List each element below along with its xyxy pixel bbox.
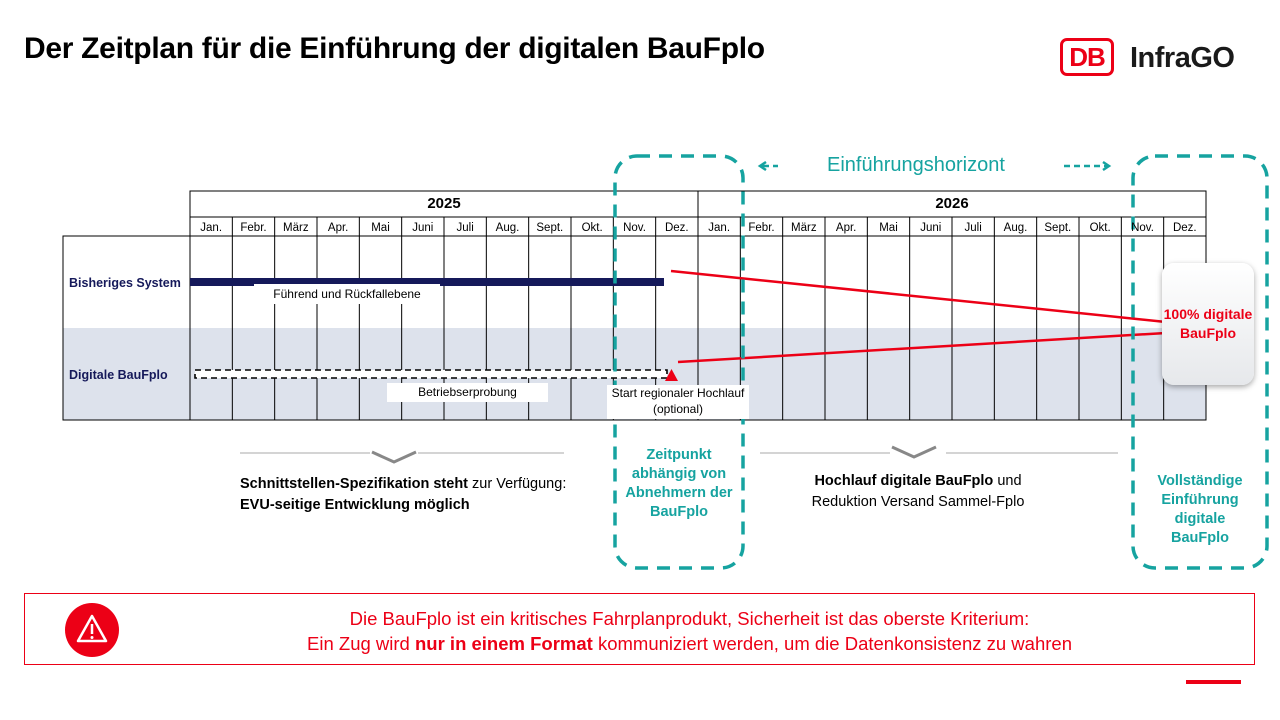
month-label: Mai <box>879 222 898 234</box>
month-label: Febr. <box>240 222 267 234</box>
horizon-arrow-left <box>760 162 778 170</box>
horizon-arrow-right <box>1064 162 1109 170</box>
banner-line2-post: kommuniziert werden, um die Datenkonsistenz zu wahren <box>592 633 1072 654</box>
month-label: Juni <box>412 222 434 234</box>
note-left-bold2: EVU-seitige Entwicklung möglich <box>240 497 470 513</box>
note-left-text: zur Verfügung: <box>468 476 567 492</box>
note-dependency: Zeitpunkt abhängig von Abnehmern der BauFplo <box>625 447 733 520</box>
phase-out-line <box>671 271 1166 322</box>
month-label: Jan. <box>708 222 731 234</box>
banner-line-2 <box>135 631 1244 656</box>
month-label: Sept. <box>536 222 564 234</box>
full-digital-callout: 100% digitale BauFplo <box>1162 263 1254 385</box>
warning-icon <box>65 603 119 657</box>
month-label: Nov. <box>1131 222 1154 234</box>
banner-text <box>135 606 1244 656</box>
month-label: Okt. <box>1089 222 1111 234</box>
logo-text: InfraGO <box>1130 42 1235 74</box>
banner-line-1: Die BauFplo ist ein kritisches Fahrplanprodukt, Sicherheit ist das oberste Kriterium: <box>349 608 1030 629</box>
safety-banner <box>24 593 1255 665</box>
note-ramp-bold: Hochlauf digitale BauFplo <box>814 473 994 489</box>
month-label: Aug. <box>495 222 520 234</box>
month-label: Jan. <box>200 222 223 234</box>
month-label: Dez. <box>664 222 689 234</box>
month-label: Febr. <box>748 222 775 234</box>
month-label: März <box>283 222 309 234</box>
digital-trial-bar <box>195 370 667 378</box>
month-label: Juli <box>964 222 982 234</box>
month-label: Juni <box>920 222 942 234</box>
month-label: Juli <box>456 222 474 234</box>
year-label-2026: 2026 <box>935 195 969 212</box>
year-label-2025: 2025 <box>427 195 461 212</box>
db-logo-mark: DB <box>1060 38 1114 76</box>
left-divider <box>240 452 564 462</box>
note-ramp-up <box>790 471 1046 513</box>
page-title: Der Zeitplan für die Einführung der digitalen BauFplo <box>24 32 765 65</box>
month-label: Nov. <box>623 222 646 234</box>
banner-line2-pre: Ein Zug wird <box>307 633 415 654</box>
month-label: Aug. <box>1003 222 1028 234</box>
horizon-label: Einführungshorizont <box>827 154 1005 176</box>
note-full-rollout: Vollständige Einführung digitale BauFplo <box>1157 473 1243 546</box>
footer-accent-bar <box>1186 680 1241 684</box>
trial-bar-label: Betriebserprobung <box>387 383 548 402</box>
month-label: Okt. <box>581 222 603 234</box>
row-label-legacy: Bisheriges System <box>69 276 181 290</box>
note-left-bold1: Schnittstellen-Spezifikation steht <box>240 476 468 492</box>
month-label: März <box>791 222 817 234</box>
month-label: Apr. <box>835 222 857 234</box>
right-divider <box>760 447 1118 457</box>
note-ramp-text: und Reduktion Versand Sammel-Fplo <box>811 473 1025 510</box>
month-label: Dez. <box>1172 222 1197 234</box>
milestone-label: Start regionaler Hochlauf (optional) <box>607 385 749 419</box>
note-interface-spec <box>240 474 580 516</box>
month-label: Mai <box>371 222 390 234</box>
month-label: Apr. <box>327 222 349 234</box>
legacy-bar-label: Führend und Rückfallebene <box>254 284 440 304</box>
banner-line2-bold: nur in einem Format <box>414 633 593 654</box>
row-label-digital: Digitale BauFplo <box>69 368 168 382</box>
month-label: Sept. <box>1044 222 1072 234</box>
